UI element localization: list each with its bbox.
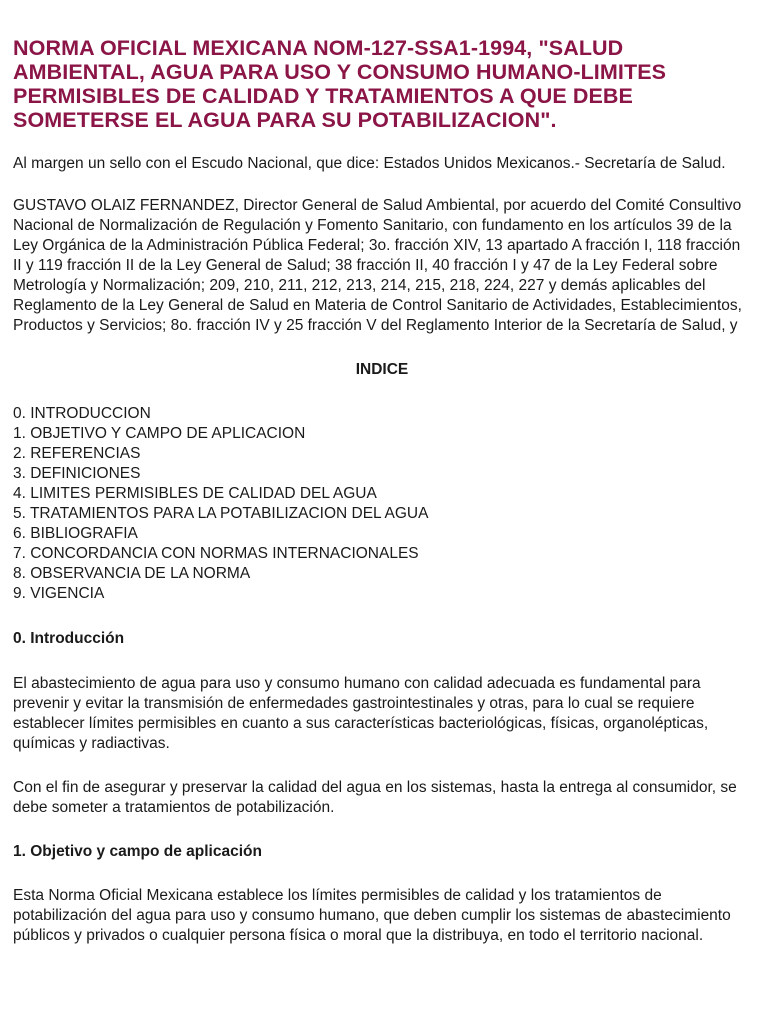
index-heading: INDICE	[355, 361, 409, 378]
objective-paragraph-1: Esta Norma Oficial Mexicana establece los límites permisibles de calidad y los tratamientos de potabilización del agua para uso y consumo humano, que deben cumplir los sistemas de abastecimiento públicos y privados o cualquier persona física o moral que la distribuya, en todo el territorio nacional.	[13, 887, 731, 944]
index-list	[13, 404, 751, 604]
index-item: 5. TRATAMIENTOS PARA LA POTABILIZACION DEL AGUA	[13, 505, 429, 522]
index-item: 8. OBSERVANCIA DE LA NORMA	[13, 565, 251, 582]
index-item: 1. OBJETIVO Y CAMPO DE APLICACION	[13, 425, 306, 442]
index-item: 9. VIGENCIA	[13, 585, 105, 602]
introduction-paragraph-1: El abastecimiento de agua para uso y consumo humano con calidad adecuada es fundamental para prevenir y evitar la transmisión de enfermedades gastrointestinales y otras, para lo cual se requiere establecer límites permisibles en cuanto a sus características bacteriológicas, físicas, organolépticas, químicas y radiactivas.	[13, 675, 709, 752]
index-item: 0. INTRODUCCION	[13, 405, 151, 422]
index-item: 2. REFERENCIAS	[13, 445, 141, 462]
objective-heading: 1. Objetivo y campo de aplicación	[13, 843, 262, 860]
introduction-paragraph-2: Con el fin de asegurar y preservar la calidad del agua en los sistemas, hasta la entrega al consumidor, se debe someter a tratamientos de potabilización.	[13, 779, 737, 816]
document-title: NORMA OFICIAL MEXICANA NOM-127-SSA1-1994, "SALUD AMBIENTAL, AGUA PARA USO Y CONSUMO HUMANO-LIMITES PERMISIBLES DE CALIDAD Y TRATAMIENTOS A QUE DEBE SOMETERSE EL AGUA PARA SU POTABILIZACION".	[13, 36, 667, 132]
index-item: 6. BIBLIOGRAFIA	[13, 525, 138, 542]
margin-note-paragraph: Al margen un sello con el Escudo Nacional, que dice: Estados Unidos Mexicanos.- Secretaría de Salud.	[13, 155, 726, 172]
index-item: 3. DEFINICIONES	[13, 465, 141, 482]
index-item: 7. CONCORDANCIA CON NORMAS INTERNACIONALES	[13, 545, 419, 562]
document-page	[13, 0, 751, 946]
index-item: 4. LIMITES PERMISIBLES DE CALIDAD DEL AGUA	[13, 485, 377, 502]
introduction-heading: 0. Introducción	[13, 630, 125, 647]
preamble-paragraph: GUSTAVO OLAIZ FERNANDEZ, Director General de Salud Ambiental, por acuerdo del Comité Consultivo Nacional de Normalización de Regulación y Fomento Sanitario, con fundamento en los artículos 39 de la Ley Orgánica de la Administración Pública Federal; 3o. fracción XIV, 13 apartado A fracción I, 118 fracción II y 119 fracción II de la Ley General de Salud; 38 fracción II, 40 fracción I y 47 de la Ley Federal sobre Metrología y Normalización; 209, 210, 211, 212, 213, 214, 215, 218, 224, 227 y demás aplicables del Reglamento de la Ley General de Salud en Materia de Control Sanitario de Actividades, Establecimientos, Productos y Servicios; 8o. fracción IV y 25 fracción V del Reglamento Interior de la Secretaría de Salud, y	[13, 197, 742, 334]
